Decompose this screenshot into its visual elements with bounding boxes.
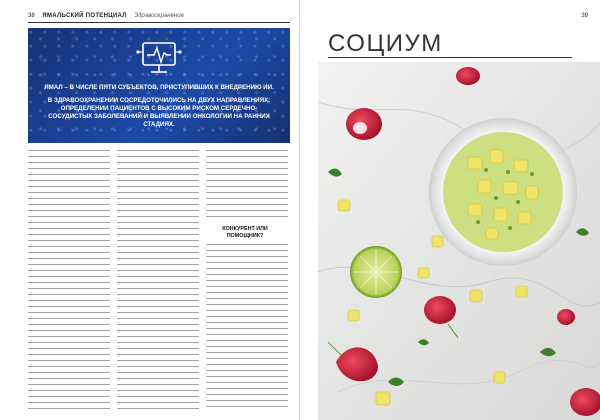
body-column-3-bottom bbox=[206, 244, 288, 412]
intro-banner bbox=[28, 28, 290, 143]
section-label: Здравоохранение bbox=[134, 13, 184, 19]
page-number-left: 38 bbox=[28, 13, 35, 19]
header-rule bbox=[28, 22, 290, 23]
page-number-right: 39 bbox=[581, 13, 588, 19]
body-column-3-top bbox=[206, 150, 288, 222]
computer-heartbeat-icon bbox=[134, 38, 184, 80]
running-head-left bbox=[28, 13, 184, 19]
subhead: КОНКУРЕНТ ИЛИ ПОМОЩНИК? bbox=[222, 226, 268, 239]
section-title: СОЦИУМ bbox=[328, 30, 443, 57]
body-column-2 bbox=[117, 150, 199, 412]
body-column-1 bbox=[28, 150, 110, 412]
intro-main: В ЗДРАВООХРАНЕНИИ СОСРЕДОТОЧИЛИСЬ НА ДВУХ НАПРАВЛЕНИЯХ: ОПРЕДЕЛЕНИИ ПАЦИЕНТОВ С ВЫСОКИМ РИСКОМ СЕРДЕЧНО-СОСУДИСТЫХ ЗАБОЛЕВАНИЙ И ВЫЯВЛЕНИИ ОНКОЛОГИИ НА РАННИХ СТАДИЯХ. bbox=[47, 97, 271, 128]
intro-text bbox=[40, 84, 278, 129]
intro-lead: ЯМАЛ – В ЧИСЛЕ ПЯТИ СУБЪЕКТОВ, ПРИСТУПИВШИХ К ВНЕДРЕНИЮ ИИ. bbox=[44, 84, 274, 91]
section-rule bbox=[328, 57, 572, 58]
guacamole-bowl-photo bbox=[318, 62, 600, 420]
right-page bbox=[300, 0, 600, 420]
magazine-title: ЯМАЛЬСКИЙ ПОТЕНЦИАЛ bbox=[42, 13, 127, 19]
